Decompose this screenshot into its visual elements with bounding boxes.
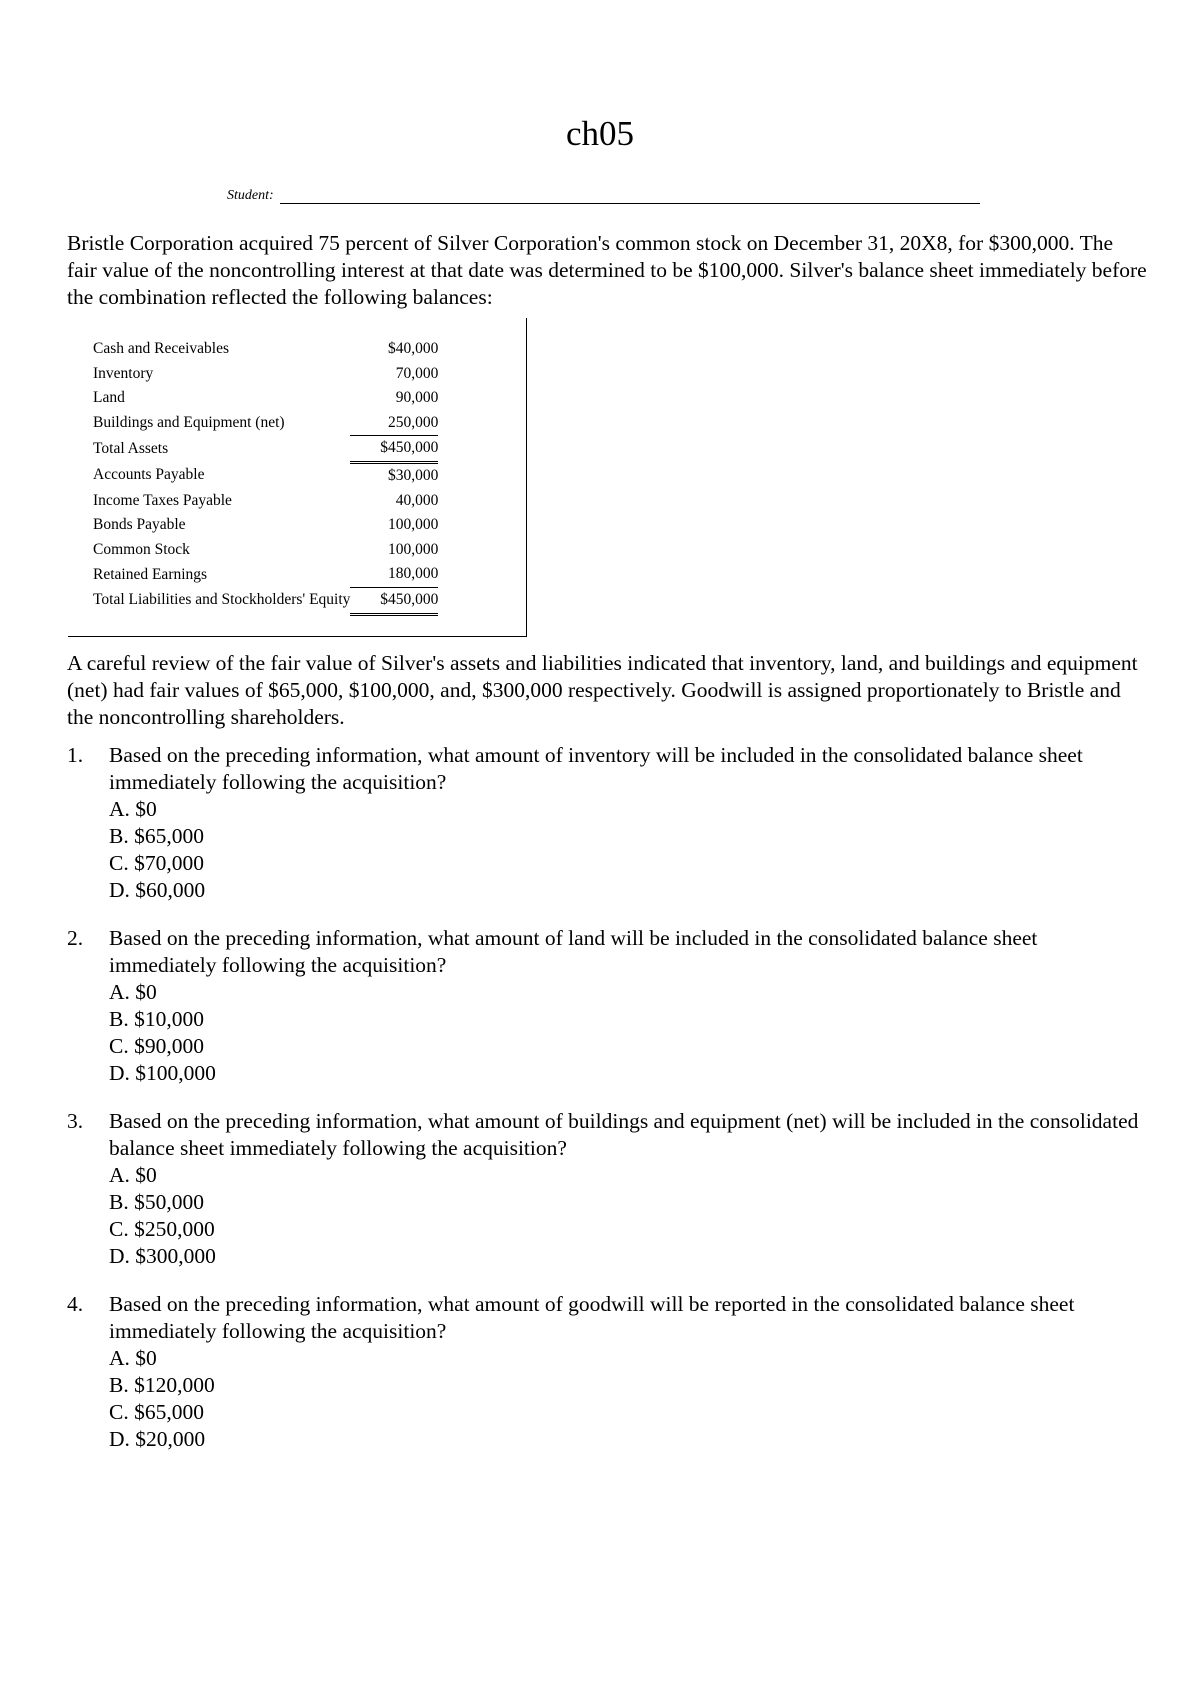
student-name-blank [280,191,980,204]
intro-text: Bristle Corporation acquired 75 percent of Silver Corporation's common stock on December 31, 20X8, for $300,000. The fair value of the noncontrolling interest at that date was determined to be $100,000. Silver's balance sheet immediately before the combination reflected the following balances: [67,231,1147,309]
account-amount: 40,000 [395,491,439,509]
question-body [109,925,1147,1087]
table-row [93,562,438,587]
answer-option: B. $50,000 [109,1190,204,1214]
answer-options [109,796,1147,904]
account-amount: $450,000 [350,587,438,614]
page-title: ch05 [565,114,635,153]
answer-option: C. $65,000 [109,1400,204,1424]
account-label: Total Assets [93,439,169,457]
review-paragraph [67,650,1147,731]
account-label: Cash and Receivables [93,340,230,357]
account-amount: $450,000 [350,436,438,463]
question-number: 4. [67,1292,84,1316]
account-label: Common Stock [93,540,190,558]
question-body [109,742,1147,904]
account-label: Land [93,389,125,407]
answer-option: A. $0 [109,1346,157,1370]
account-amount: 70,000 [395,364,439,382]
question-4 [67,1291,1147,1453]
question-2 [67,925,1147,1087]
account-amount: 250,000 [350,411,438,436]
account-amount: $40,000 [388,340,439,357]
student-name-line [227,188,980,204]
answer-options [109,1345,1147,1453]
intro-paragraph [67,230,1147,311]
question-number: 1. [67,743,84,767]
account-amount: 100,000 [388,540,439,558]
answer-option: D. $100,000 [109,1061,216,1085]
question-stem: Based on the preceding information, what amount of buildings and equipment (net) will be included in the consolidated balance sheet immediately following the acquisition? [109,1109,1139,1160]
answer-option: D. $60,000 [109,878,206,902]
answer-option: D. $20,000 [109,1427,206,1451]
review-text: A careful review of the fair value of Silver's assets and liabilities indicated that inventory, land, and buildings and equipment (net) had fair values of $65,000, $100,000, and, $300,000 respectively. Goodwill is assigned proportionately to Bristle and the noncontrolling shareholders. [67,651,1138,729]
student-label: Student: [227,188,274,203]
answer-options [109,1162,1147,1270]
table-row [93,411,438,436]
answer-option: A. $0 [109,1163,157,1187]
balance-sheet-table [93,337,438,616]
account-amount: 90,000 [395,389,439,407]
answer-option: A. $0 [109,980,157,1004]
table-row [93,462,438,488]
question-3 [67,1108,1147,1270]
table-row [93,489,438,514]
question-body [109,1291,1147,1453]
question-stem: Based on the preceding information, what amount of goodwill will be reported in the consolidated balance sheet immediately following the acquisition? [109,1292,1075,1343]
answer-option: C. $90,000 [109,1034,204,1058]
account-amount: 180,000 [350,562,438,587]
table-row [93,587,438,614]
account-amount: $30,000 [388,466,439,484]
question-stem: Based on the preceding information, what amount of inventory will be included in the consolidated balance sheet immediately following the acquisition? [109,743,1083,794]
question-1 [67,742,1147,904]
answer-option: B. $120,000 [109,1373,215,1397]
account-amount: 100,000 [388,516,439,534]
table-row [93,386,438,411]
account-label: Accounts Payable [93,466,205,484]
answer-option: B. $10,000 [109,1007,204,1031]
table-row [93,538,438,563]
question-number: 3. [67,1109,84,1133]
question-stem: Based on the preceding information, what amount of land will be included in the consolidated balance sheet immediately following the acquisition? [109,926,1038,977]
account-label: Income Taxes Payable [93,491,232,509]
table-row [93,337,438,362]
answer-option: C. $70,000 [109,851,204,875]
answer-option: A. $0 [109,797,157,821]
account-label: Bonds Payable [93,516,186,534]
account-label: Buildings and Equipment (net) [93,414,285,432]
account-label: Total Liabilities and Stockholders' Equity [93,591,351,609]
answer-options [109,979,1147,1087]
table-row [93,362,438,387]
table-row [93,436,438,463]
table-row [93,513,438,538]
question-body [109,1108,1147,1270]
account-label: Retained Earnings [93,565,208,583]
answer-option: C. $250,000 [109,1217,215,1241]
answer-option: B. $65,000 [109,824,204,848]
account-label: Inventory [93,364,154,382]
question-number: 2. [67,926,84,950]
answer-option: D. $300,000 [109,1244,216,1268]
